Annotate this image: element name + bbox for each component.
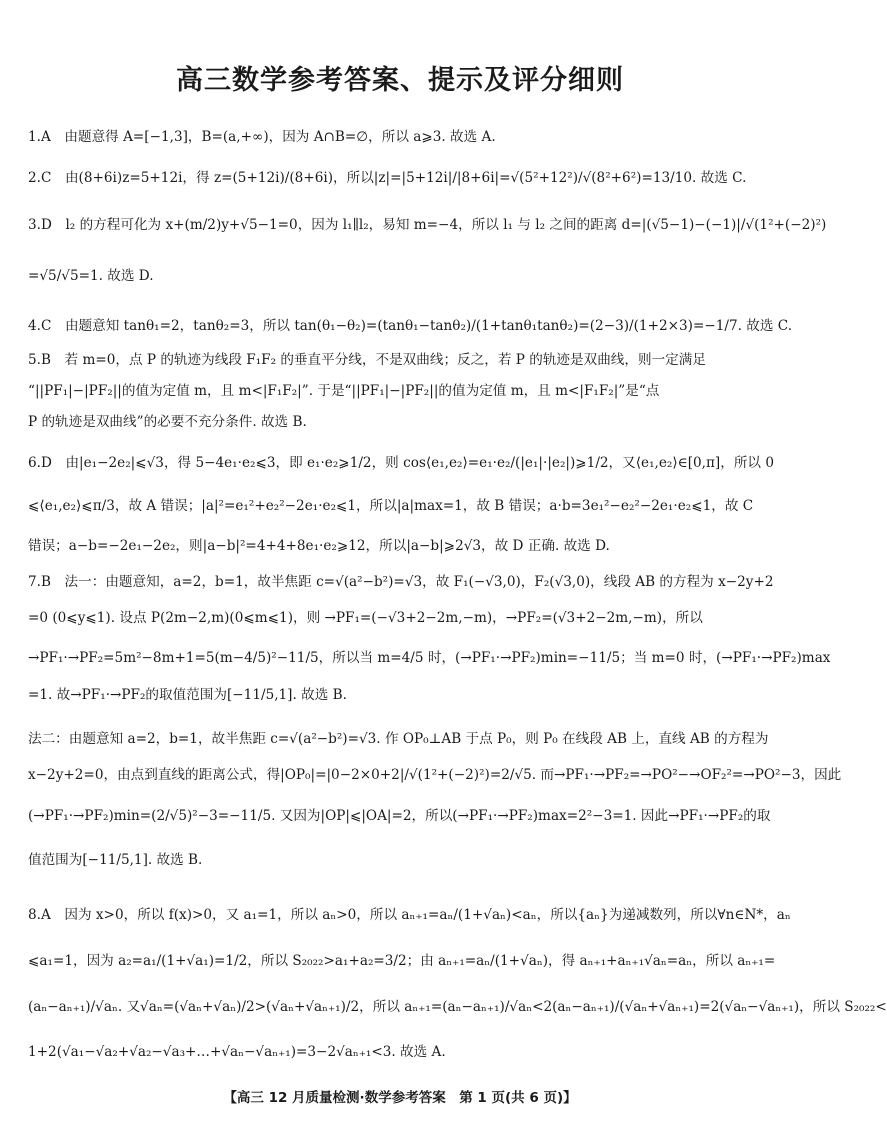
answer-line: 值范围为[−11/5,1]. 故选 B. [28,852,203,868]
answer-line: 3.D l₂ 的方程可化为 x+(m/2)y+√5−1=0，因为 l₁∥l₂，易知 m=−4，所以 l₁ 与 l₂ 之间的距离 d=|(√5−1)−(−1)|/√(1²+(−2)²) [28,217,827,233]
answer-line: 6.D 由|e₁−2e₂|⩽√3，得 5−4e₁·e₂⩽3，即 e₁·e₂⩾1/2，则 cos⟨e₁,e₂⟩=e₁·e₂/(|e₁|·|e₂|)⩾1/2，又⟨e₁,e₂⟩∈[0,π]，所以 0 [28,455,774,471]
answer-line: =1. 故→PF₁·→PF₂的取值范围为[−11/5,1]. 故选 B. [28,687,347,703]
answer-line: ⩽⟨e₁,e₂⟩⩽π/3，故 A 错误；|a|²=e₁²+e₂²−2e₁·e₂⩽1，所以|a|max=1，故 B 错误；a·b=3e₁²−e₂²−2e₁·e₂⩽1，故 C [28,498,754,514]
answer-line: 1.A 由题意得 A=[−1,3]，B=(a,+∞)，因为 A∩B=∅，所以 a⩾3. 故选 A. [28,129,496,145]
answer-line: 5.B 若 m=0，点 P 的轨迹为线段 F₁F₂ 的垂直平分线，不是双曲线；反之，若 P 的轨迹是双曲线，则一定满足 [28,352,706,368]
answer-line: x−2y+2=0，由点到直线的距离公式，得|OP₀|=|0−2×0+2|/√(1²+(−2)²)=2/√5. 而→PF₁·→PF₂=→PO²−→OF₂²=→PO²−3，因此 [28,767,842,783]
answer-line: (→PF₁·→PF₂)min=(2/√5)²−3=−11/5. 又因为|OP|⩽|OA|=2，所以(→PF₁·→PF₂)max=2²−3=1. 因此→PF₁·→PF₂的取 [28,808,771,824]
answer-line: (aₙ−aₙ₊₁)/√aₙ. 又√aₙ=(√aₙ+√aₙ)/2>(√aₙ+√aₙ₊₁)/2，所以 aₙ₊₁=(aₙ−aₙ₊₁)/√aₙ<2(aₙ−aₙ₊₁)/(√aₙ+√aₙ₊₁)=2(√aₙ−√aₙ₊₁)，所以 S₂₀₂₂< [28,999,887,1015]
answer-line: =0 (0⩽y⩽1). 设点 P(2m−2,m)(0⩽m⩽1)，则 →PF₁=(−√3+2−2m,−m)，→PF₂=(√3+2−2m,−m)，所以 [28,610,703,626]
answer-line: 4.C 由题意知 tanθ₁=2，tanθ₂=3，所以 tan(θ₁−θ₂)=(tanθ₁−tanθ₂)/(1+tanθ₁tanθ₂)=(2−3)/(1+2×3)=−1/7. 故选 C. [28,318,793,334]
answer-line: ⩽a₁=1，因为 a₂=a₁/(1+√a₁)=1/2，所以 S₂₀₂₂>a₁+a₂=3/2；由 aₙ₊₁=aₙ/(1+√aₙ)，得 aₙ₊₁+aₙ₊₁√aₙ=aₙ，所以 aₙ₊₁= [28,953,776,969]
answer-line: 1+2(√a₁−√a₂+√a₂−√a₃+…+√aₙ−√aₙ₊₁)=3−2√aₙ₊₁<3. 故选 A. [28,1044,446,1060]
answer-line: =√5/√5=1. 故选 D. [28,268,154,284]
answer-line: 错误；a−b=−2e₁−2e₂，则|a−b|²=4+4+8e₁·e₂⩾12，所以|a−b|⩾2√3，故 D 正确. 故选 D. [28,538,610,554]
answer-line: 法二：由题意知 a=2，b=1，故半焦距 c=√(a²−b²)=√3. 作 OP₀⊥AB 于点 P₀，则 P₀ 在线段 AB 上，直线 AB 的方程为 [28,731,769,747]
page-footer: 【高三 12 月质量检测·数学参考答案 第 1 页(共 6 页)】 [223,1090,577,1106]
answer-line: 2.C 由(8+6i)z=5+12i，得 z=(5+12i)/(8+6i)，所以|z|=|5+12i|/|8+6i|=√(5²+12²)/√(8²+6²)=13/10. 故选 C. [28,170,747,186]
page-title: 高三数学参考答案、提示及评分细则 [176,65,624,96]
answer-line: →PF₁·→PF₂=5m²−8m+1=5(m−4/5)²−11/5，所以当 m=4/5 时，(→PF₁·→PF₂)min=−11/5；当 m=0 时，(→PF₁·→PF₂)max [28,650,831,666]
answer-line: P 的轨迹是双曲线”的必要不充分条件. 故选 B. [28,414,307,430]
answer-line: “||PF₁|−|PF₂||的值为定值 m，且 m<|F₁F₂|”. 于是“||PF₁|−|PF₂||的值为定值 m，且 m<|F₁F₂|”是“点 [28,383,660,399]
answer-line: 7.B 法一：由题意知，a=2，b=1，故半焦距 c=√(a²−b²)=√3，故 F₁(−√3,0)，F₂(√3,0)，线段 AB 的方程为 x−2y+2 [28,574,774,590]
answer-line: 8.A 因为 x>0，所以 f(x)>0，又 a₁=1，所以 aₙ>0，所以 aₙ₊₁=aₙ/(1+√aₙ)<aₙ，所以{aₙ}为递减数列，所以∀n∈N*，aₙ [28,907,791,923]
